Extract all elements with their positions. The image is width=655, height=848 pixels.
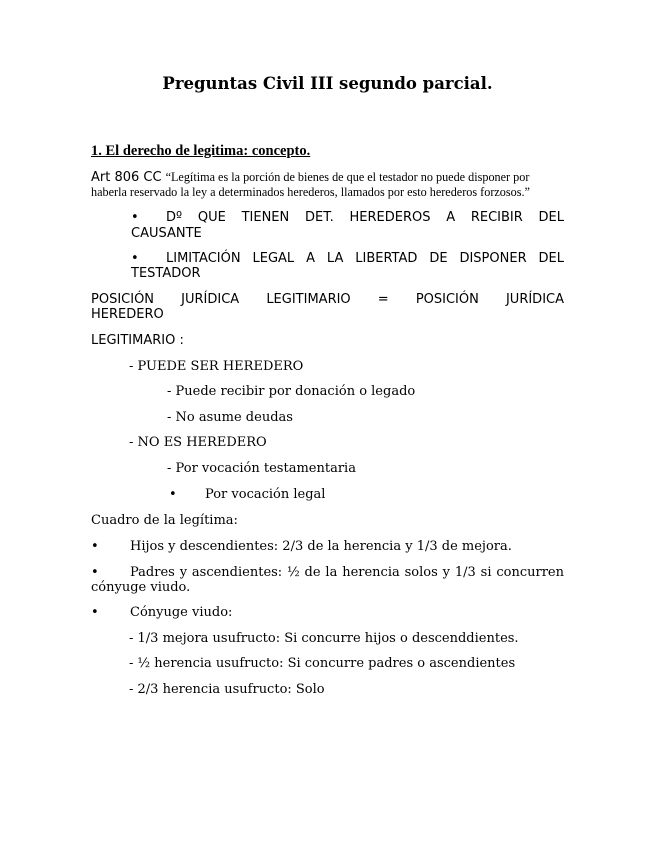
caps-bullet-2-line1: LIMITACIÓN LEGAL A LA LIBERTAD DE DISPONER DEL bbox=[166, 251, 564, 266]
cuadro-item-2-line1: Padres y ascendientes: ½ de la herencia solos y 1/3 si concurren bbox=[130, 565, 564, 580]
caps-bullet-2-line2: TESTADOR bbox=[131, 266, 201, 281]
no-item-1: - Por vocación testamentaria bbox=[167, 461, 356, 476]
cuadro-item-3: Cónyuge viudo: bbox=[130, 605, 233, 620]
conyuge-item-2: - ½ herencia usufructo: Si concurre padres o ascendientes bbox=[129, 656, 516, 671]
article-reference: Art 806 CC bbox=[91, 170, 162, 185]
caps-bullet-1-line1: Dº QUE TIENEN DET. HEREDEROS A RECIBIR DEL bbox=[166, 210, 564, 225]
bullet-icon: • bbox=[169, 487, 177, 502]
cuadro-label: Cuadro de la legítima: bbox=[91, 513, 238, 528]
caps-bullet-1-line2: CAUSANTE bbox=[131, 226, 202, 241]
section-heading: 1. El derecho de legitima: concepto. bbox=[91, 143, 311, 159]
puede-ser-heredero: - PUEDE SER HEREDERO bbox=[129, 359, 304, 374]
bullet-icon: • bbox=[131, 210, 139, 225]
quote-text-line2: haberla reservado la ley a determinados herederos, llamados por esto herederos forzosos.” bbox=[91, 185, 530, 199]
article-quote-line1 bbox=[91, 168, 529, 186]
bullet-icon: • bbox=[91, 539, 99, 554]
posicion-line2: HEREDERO bbox=[91, 307, 164, 322]
cuadro-item-2-line2: cónyuge viudo. bbox=[91, 580, 191, 595]
puede-item-1: - Puede recibir por donación o legado bbox=[167, 384, 416, 399]
puede-item-2: - No asume deudas bbox=[167, 410, 293, 425]
conyuge-item-1: - 1/3 mejora usufructo: Si concurre hijos o descenddientes. bbox=[129, 631, 519, 646]
legitimario-label: LEGITIMARIO : bbox=[91, 333, 184, 348]
quote-text-line1: “Legítima es la porción de bienes de que el testador no puede disponer por bbox=[165, 170, 530, 184]
document-title: Preguntas Civil III segundo parcial. bbox=[162, 74, 493, 93]
posicion-line1: POSICIÓN JURÍDICA LEGITIMARIO = POSICIÓN JURÍDICA bbox=[91, 292, 564, 307]
bullet-icon: • bbox=[91, 565, 99, 580]
no-item-2: Por vocación legal bbox=[205, 487, 326, 502]
conyuge-item-3: - 2/3 herencia usufructo: Solo bbox=[129, 682, 325, 697]
no-es-heredero: - NO ES HEREDERO bbox=[129, 435, 267, 450]
cuadro-item-1: Hijos y descendientes: 2/3 de la herencia y 1/3 de mejora. bbox=[130, 539, 512, 554]
bullet-icon: • bbox=[91, 605, 99, 620]
bullet-icon: • bbox=[131, 251, 139, 266]
